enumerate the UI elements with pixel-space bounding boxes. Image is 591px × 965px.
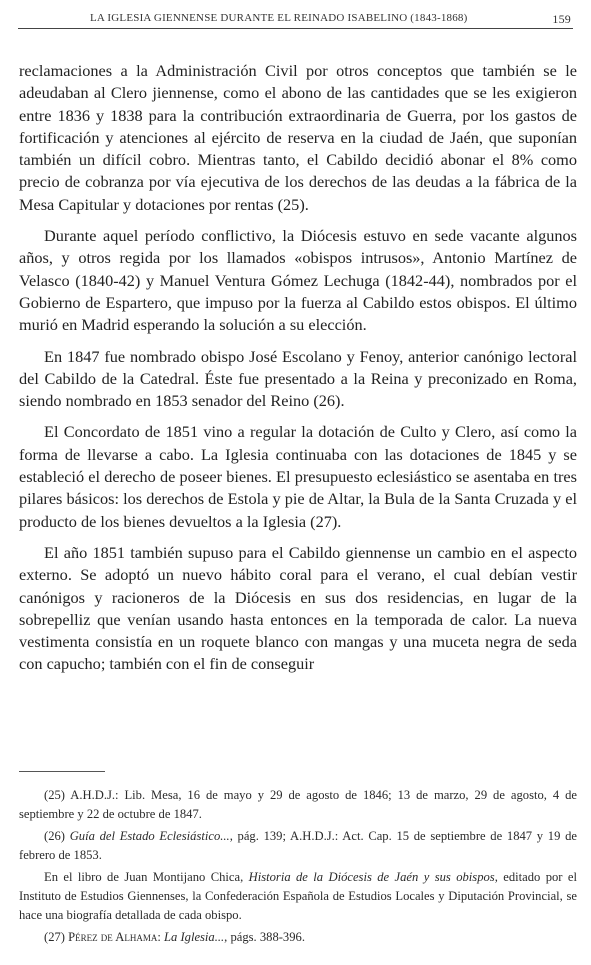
footnote-separator: [19, 771, 105, 772]
footnote-text: , págs. 388-396.: [224, 930, 305, 945]
footnote-26-continued: [19, 868, 577, 924]
paragraph-5: El año 1851 también supuso para el Cabildo giennense un cambio en el aspecto externo. Se adoptó un nuevo hábito coral para el verano, el cual debían vestir canónigos y racioneros de la Diócesis en sus dos residencias, en lugar de la sobrepelliz que venían usando hasta entonces en la temporada de calor. La nueva vestimenta consistía en un roquete blanco con mangas y una muceta negra de seda con capucho; también con el fin de conseguir: [19, 542, 577, 674]
footnote-text: , pág. 139; A.H.D.J.: Act. Cap. 15 de septiembre de 1847 y 19 de febrero de 1853.: [19, 829, 577, 862]
footnote-separator-text: :: [157, 930, 164, 945]
paragraph-1: reclamaciones a la Administración Civil por otros conceptos que también se le adeudaban al Clero jiennense, como el abono de las cantidades que se les exigieron entre 1836 y 1838 para la contribución extraordinaria de Guerra, por los gastos de fortificación y atenciones al ejército de reserva en la ciudad de Jaén, que suponían también un difícil cobro. Mientras tanto, el Cabildo decidió abonar el 8% como precio de cobranza por vía ejecutiva de los derechos de las deudas a la fábrica de la Mesa Capitular y dotaciones por rentas (25).: [19, 61, 577, 214]
paragraph-4: El Concordato de 1851 vino a regular la dotación de Culto y Clero, así como la forma de llevarse a cabo. La Iglesia continuaba con las dotaciones de 1845 y se estableció el derecho de poseer bienes. El presupuesto eclesiástico se asentaba en tres pilares básicos: los derechos de Estola y pie de Altar, la Bula de la Santa Cruzada y el producto de los bienes devueltos a la Iglesia (27).: [19, 422, 577, 531]
running-title: LA IGLESIA GIENNENSE DURANTE EL REINADO ISABELINO (1843-1868): [90, 12, 468, 24]
footnote-25: [19, 786, 577, 823]
footnote-author: Pérez de Alhama: [68, 930, 158, 945]
footnote-lead: En el libro de Juan Montijano Chica,: [44, 870, 249, 885]
paragraph-3: En 1847 fue nombrado obispo José Escolano y Fenoy, anterior canónigo lectoral del Cabildo de la Catedral. Éste fue presentado a la Reina y preconizado en Roma, siendo nombrado en 1853 senador del Reino (26).: [19, 346, 577, 411]
footnote-title: Guía del Estado Eclesiástico...: [69, 829, 230, 844]
footnote-27: [19, 928, 577, 947]
footnote-marker: (27): [44, 930, 65, 945]
running-header: [18, 12, 573, 29]
body-text: [19, 60, 577, 685]
footnotes: [19, 786, 577, 951]
footnote-26: [19, 827, 577, 864]
footnote-text: , editado por el Instituto de Estudios Giennenses, la Confederación Española de Estudios Locales y Diputación Provincial, se hace una biografía detallada de cada obispo.: [19, 870, 577, 922]
footnote-text: A.H.D.J.: Lib. Mesa, 16 de mayo y 29 de agosto de 1846; 13 de marzo, 29 de agosto, 4 de septiembre y 22 de octubre de 1847.: [19, 788, 577, 821]
footnote-marker: (25): [44, 788, 65, 802]
footnote-title: La Iglesia...: [164, 930, 225, 945]
footnote-marker: (26): [44, 829, 65, 844]
page-number: 159: [552, 12, 571, 26]
paragraph-2: Durante aquel período conflictivo, la Diócesis estuvo en sede vacante algunos años, y otros regida por los llamados «obispos intrusos», Antonio Martínez de Velasco (1840-42) y Manuel Ventura Gómez Lechuga (1842-44), nombrados por el Gobierno de Espartero, que impuso por la fuerza al Cabildo estos obispos. El último murió en Madrid esperando la solución a su elección.: [19, 226, 577, 335]
footnote-title: Historia de la Diócesis de Jaén y sus obispos: [248, 870, 495, 885]
